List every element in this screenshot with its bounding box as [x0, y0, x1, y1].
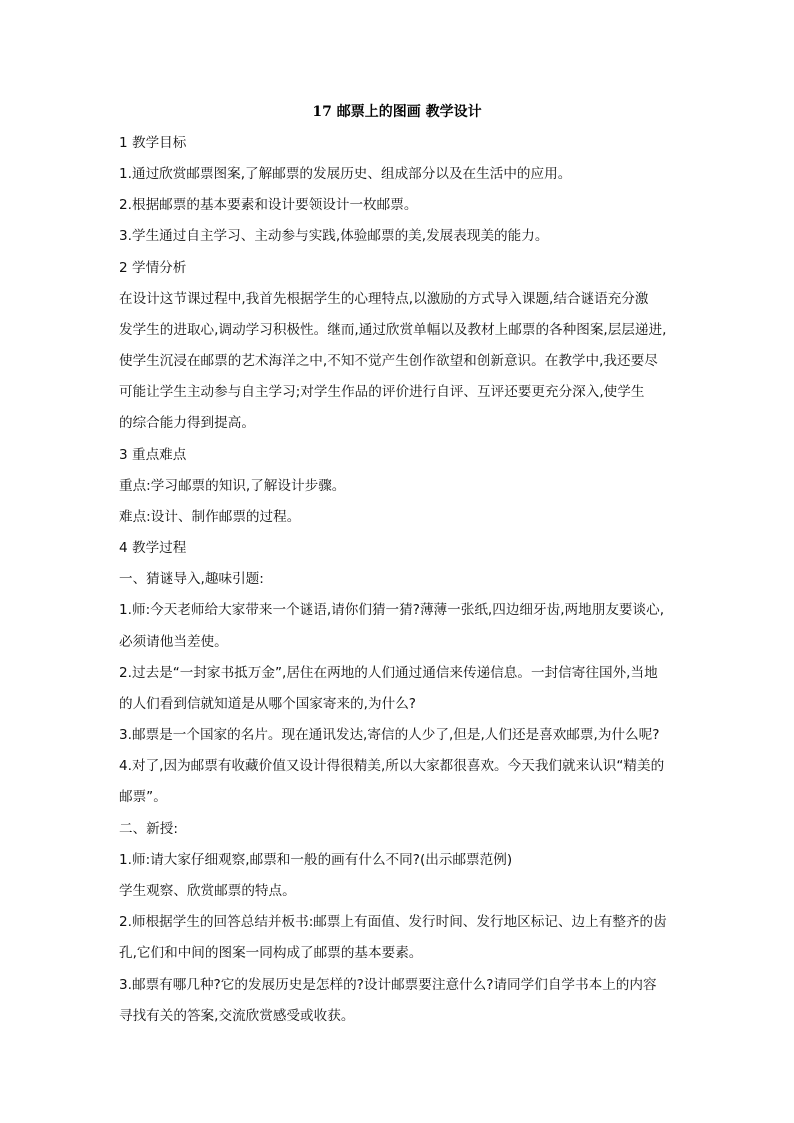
document-title: 17 邮票上的图画 教学设计: [312, 104, 482, 120]
section-heading-objectives: 1 教学目标: [119, 135, 187, 151]
section-heading-analysis: 2 学情分析: [119, 260, 187, 276]
paragraph-line: 难点:设计、制作邮票的过程。: [119, 509, 301, 525]
paragraph-line: 3.邮票有哪几种?它的发展历史是怎样的?设计邮票要注意什么?请同学们自学书本上的内容: [119, 977, 657, 993]
paragraph-line: 1.通过欣赏邮票图案,了解邮票的发展历史、组成部分以及在生活中的应用。: [119, 166, 572, 182]
paragraph-line: 3.学生通过自主学习、主动参与实践,体验邮票的美,发展表现美的能力。: [119, 228, 549, 244]
subsection-heading: 一、猜谜导入,趣味引题:: [119, 571, 264, 587]
paragraph-line: 4.对了,因为邮票有收藏价值又设计得很精美,所以大家都很喜欢。今天我们就来认识“精美的: [119, 758, 665, 774]
paragraph-line: 的综合能力得到提高。: [119, 415, 255, 431]
paragraph-line: 必须请他当差使。: [119, 634, 228, 650]
paragraph-line: 使学生沉浸在邮票的艺术海洋之中,不知不觉产生创作欲望和创新意识。在教学中,我还要尽: [119, 353, 658, 369]
paragraph-line: 发学生的进取心,调动学习积极性。继而,通过欣赏单幅以及教材上邮票的各种图案,层层递进,: [119, 322, 667, 338]
paragraph-line: 在设计这节课过程中,我首先根据学生的心理特点,以激励的方式导入课题,结合谜语充分激: [119, 291, 649, 307]
paragraph-line: 3.邮票是一个国家的名片。现在通讯发达,寄信的人少了,但是,人们还是喜欢邮票,为什么呢?: [119, 727, 660, 743]
paragraph-line: 2.过去是“一封家书抵万金”,居住在两地的人们通过通信来传递信息。一封信寄往国外,当地: [119, 665, 658, 681]
subsection-heading: 二、新授:: [119, 821, 178, 837]
paragraph-line: 邮票”。: [119, 789, 167, 805]
paragraph-line: 2.根据邮票的基本要素和设计要领设计一枚邮票。: [119, 197, 418, 213]
paragraph-line: 1.师:请大家仔细观察,邮票和一般的画有什么不同?(出示邮票范例): [119, 852, 513, 868]
paragraph-line: 寻找有关的答案,交流欣赏感受或收获。: [119, 1008, 355, 1024]
paragraph-line: 孔,它们和中间的图案一同构成了邮票的基本要素。: [119, 945, 423, 961]
paragraph-line: 2.师根据学生的回答总结并板书:邮票上有面值、发行时间、发行地区标记、边上有整齐的齿: [119, 914, 667, 930]
section-heading-key-points: 3 重点难点: [119, 447, 187, 463]
paragraph-line: 1.师:今天老师给大家带来一个谜语,请你们猜一猜?薄薄一张纸,四边细牙齿,两地朋友要谈心,: [119, 602, 665, 618]
paragraph-line: 可能让学生主动参与自主学习;对学生作品的评价进行自评、互评还要更充分深入,使学生: [119, 384, 645, 400]
section-heading-process: 4 教学过程: [119, 540, 187, 556]
paragraph-line: 重点:学习邮票的知识,了解设计步骤。: [119, 478, 346, 494]
paragraph-line: 的人们看到信就知道是从哪个国家寄来的,为什么?: [119, 696, 417, 712]
paragraph-line: 学生观察、欣赏邮票的特点。: [119, 883, 296, 899]
